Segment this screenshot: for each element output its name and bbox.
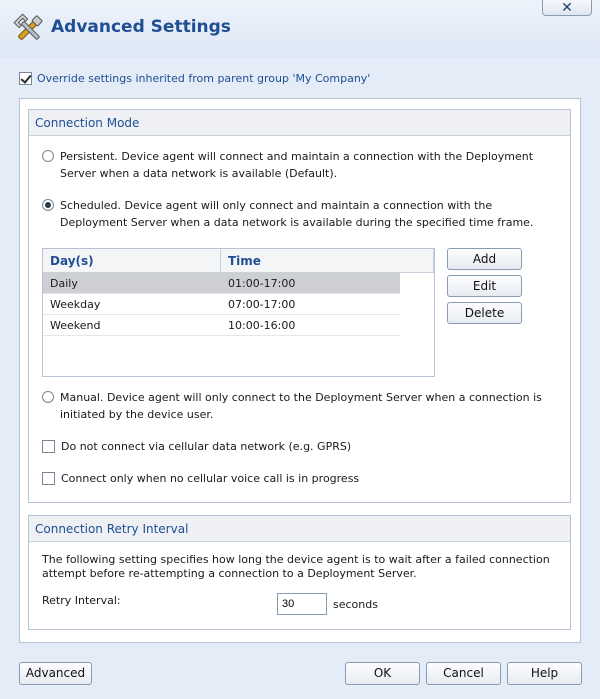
tools-icon <box>12 12 46 46</box>
connection-mode-group <box>28 109 571 503</box>
scheduled-label: Scheduled. Device agent will only connect and maintain a connection with the Deployment Server when a data network is available during the specified time frame. <box>60 199 534 229</box>
add-button[interactable]: Add <box>447 248 522 270</box>
retry-interval-group <box>28 515 571 630</box>
column-header-days[interactable]: Day(s) <box>43 249 221 272</box>
manual-option[interactable] <box>42 389 562 423</box>
table-cell-time: 01:00-17:00 <box>228 277 296 290</box>
connection-mode-header: Connection Mode <box>29 110 570 136</box>
advanced-button[interactable]: Advanced <box>19 662 92 685</box>
delete-button[interactable]: Delete <box>447 302 522 324</box>
no-voice-option[interactable] <box>42 470 562 487</box>
no-voice-checkbox[interactable] <box>42 472 55 485</box>
retry-interval-header: Connection Retry Interval <box>29 516 570 542</box>
persistent-label: Persistent. Device agent will connect and maintain a connection with the Deployment Server when a data network is available (Default). <box>60 150 534 180</box>
retry-interval-unit: seconds <box>333 598 378 611</box>
table-cell-time: 10:00-16:00 <box>228 319 296 332</box>
table-row[interactable] <box>43 273 400 294</box>
close-button[interactable]: ✕ <box>542 0 592 16</box>
schedule-table <box>42 248 435 377</box>
manual-radio[interactable] <box>42 391 54 403</box>
no-voice-label: Connect only when no cellular voice call is in progress <box>61 472 360 485</box>
no-cellular-label: Do not connect via cellular data network (e.g. GPRS) <box>61 440 352 453</box>
edit-button[interactable]: Edit <box>447 275 522 297</box>
persistent-option[interactable] <box>42 148 562 182</box>
settings-panel <box>19 98 581 643</box>
manual-label: Manual. Device agent will only connect to the Deployment Server when a connection is initiated by the device user. <box>60 391 542 421</box>
scheduled-radio[interactable] <box>42 199 54 211</box>
scheduled-option[interactable] <box>42 197 562 231</box>
retry-description: The following setting specifies how long the device agent is to wait after a failed connection attempt before re-attempting a connection to a Deployment Server. <box>42 553 550 580</box>
help-button[interactable]: Help <box>507 662 582 685</box>
override-label: Override settings inherited from parent group 'My Company' <box>37 72 371 85</box>
table-cell-day: Weekend <box>50 319 101 332</box>
persistent-radio[interactable] <box>42 150 54 162</box>
no-cellular-checkbox[interactable] <box>42 440 55 453</box>
column-header-time[interactable]: Time <box>221 249 434 272</box>
override-checkbox-row[interactable] <box>19 72 370 85</box>
table-cell-day: Weekday <box>50 298 101 311</box>
schedule-table-header <box>43 249 434 273</box>
table-row[interactable] <box>43 294 400 315</box>
ok-button[interactable]: OK <box>345 662 420 685</box>
cancel-button[interactable]: Cancel <box>426 662 501 685</box>
table-row[interactable] <box>43 315 400 336</box>
table-cell-time: 07:00-17:00 <box>228 298 296 311</box>
retry-interval-input[interactable] <box>277 593 327 615</box>
title-bar <box>0 0 600 58</box>
window-title: Advanced Settings <box>51 17 231 37</box>
override-checkbox[interactable] <box>19 72 32 85</box>
table-cell-day: Daily <box>50 277 78 290</box>
retry-interval-label: Retry Interval: <box>42 594 121 607</box>
no-cellular-option[interactable] <box>42 438 562 455</box>
